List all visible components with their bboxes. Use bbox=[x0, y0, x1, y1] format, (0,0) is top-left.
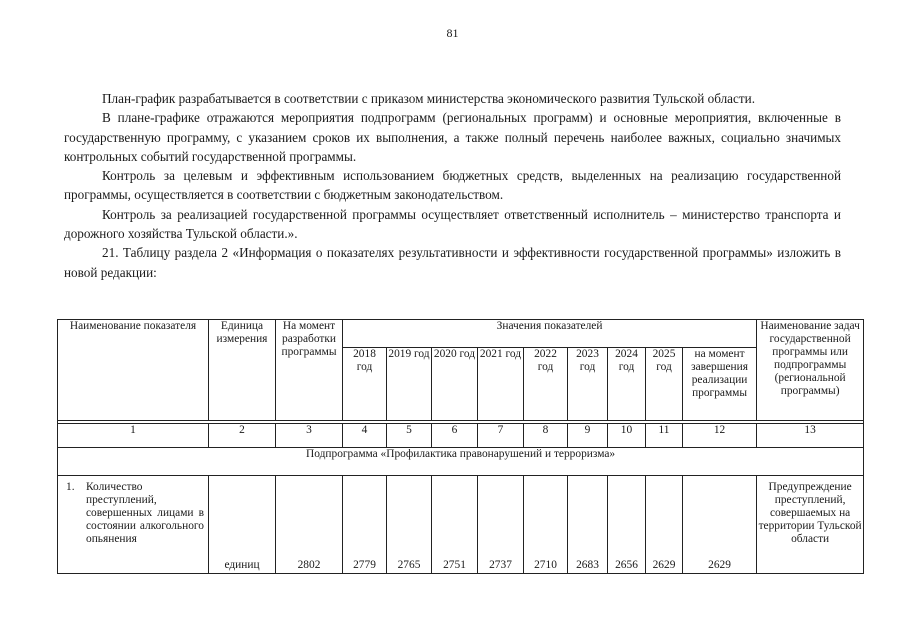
paragraph: В плане-графике отражаются мероприятия подпрограмм (региональных программ) и основные мероприятия, включенные в государственную программу, с указанием сроков их выполнения, а также полный перечень наиболее важных, социально значимых контрольных событий государственной программы. bbox=[64, 110, 841, 164]
cell-value-2021: 2737 bbox=[478, 476, 524, 574]
column-number: 13 bbox=[757, 424, 864, 448]
cell-value-2022: 2710 bbox=[524, 476, 568, 574]
column-number: 4 bbox=[343, 424, 387, 448]
cell-value-2018: 2779 bbox=[343, 476, 387, 574]
cell-baseline: 2802 bbox=[276, 476, 343, 574]
column-number: 2 bbox=[209, 424, 276, 448]
cell-value-2025: 2629 bbox=[646, 476, 683, 574]
column-number: 5 bbox=[387, 424, 432, 448]
cell-completion: 2629 bbox=[683, 476, 757, 574]
cell-value-2023: 2683 bbox=[568, 476, 608, 574]
cell-task: Предупреждение преступлений, совершаемых на территории Тульской области bbox=[757, 476, 864, 574]
header-year: 2025 год bbox=[646, 348, 683, 421]
cell-unit: единиц bbox=[209, 476, 276, 574]
indicator-name: Количество преступлений, совершенных лицами в состоянии алкогольного опьянения bbox=[86, 481, 204, 545]
header-baseline: На момент разработки программы bbox=[276, 320, 343, 421]
column-number: 8 bbox=[524, 424, 568, 448]
cell-value-2020: 2751 bbox=[432, 476, 478, 574]
paragraph: План-график разрабатывается в соответствии с приказом министерства экономического развития Тульской области. bbox=[102, 91, 755, 106]
cell-value-2024: 2656 bbox=[608, 476, 646, 574]
column-number: 11 bbox=[646, 424, 683, 448]
subprogram-title: Подпрограмма «Профилактика правонарушений и терроризма» bbox=[58, 448, 864, 476]
column-number: 7 bbox=[478, 424, 524, 448]
page-number: 81 bbox=[446, 26, 459, 40]
paragraph: Контроль за реализацией государственной программы осуществляет ответственный исполнитель – министерство транспорта и дорожного хозяйства Тульской области.». bbox=[64, 206, 841, 242]
column-number: 10 bbox=[608, 424, 646, 448]
header-values-group: Значения показателей bbox=[343, 320, 757, 348]
header-year: 2022 год bbox=[524, 348, 568, 421]
header-indicator-name: Наименование показателя bbox=[58, 320, 209, 421]
cell-value-2019: 2765 bbox=[387, 476, 432, 574]
indicators-table bbox=[57, 319, 864, 574]
header-year: 2020 год bbox=[432, 348, 478, 421]
header-year: 2019 год bbox=[387, 348, 432, 421]
header-completion: на момент завершения реализации программы bbox=[683, 348, 757, 421]
table-row-indicator-name bbox=[58, 476, 209, 574]
header-unit: Единица измерения bbox=[209, 320, 276, 421]
row-number: 1. bbox=[66, 481, 75, 493]
column-number: 9 bbox=[568, 424, 608, 448]
header-year: 2018 год bbox=[343, 348, 387, 421]
header-year: 2024 год bbox=[608, 348, 646, 421]
column-number: 6 bbox=[432, 424, 478, 448]
paragraph: 21. Таблицу раздела 2 «Информация о показателях результативности и эффективности государственной программы» изложить в новой редакции: bbox=[64, 245, 841, 280]
body-text bbox=[64, 89, 841, 282]
column-number: 1 bbox=[58, 424, 209, 448]
header-tasks: Наименование задач государственной программы или подпрограммы (региональной программы) bbox=[757, 320, 864, 421]
header-year: 2023 год bbox=[568, 348, 608, 421]
column-number: 12 bbox=[683, 424, 757, 448]
column-number: 3 bbox=[276, 424, 343, 448]
header-year: 2021 год bbox=[478, 348, 524, 421]
paragraph: Контроль за целевым и эффективным использованием бюджетных средств, выделенных на реализацию государственной программы, осуществляется в соответствии с бюджетным законодательством. bbox=[64, 168, 841, 203]
